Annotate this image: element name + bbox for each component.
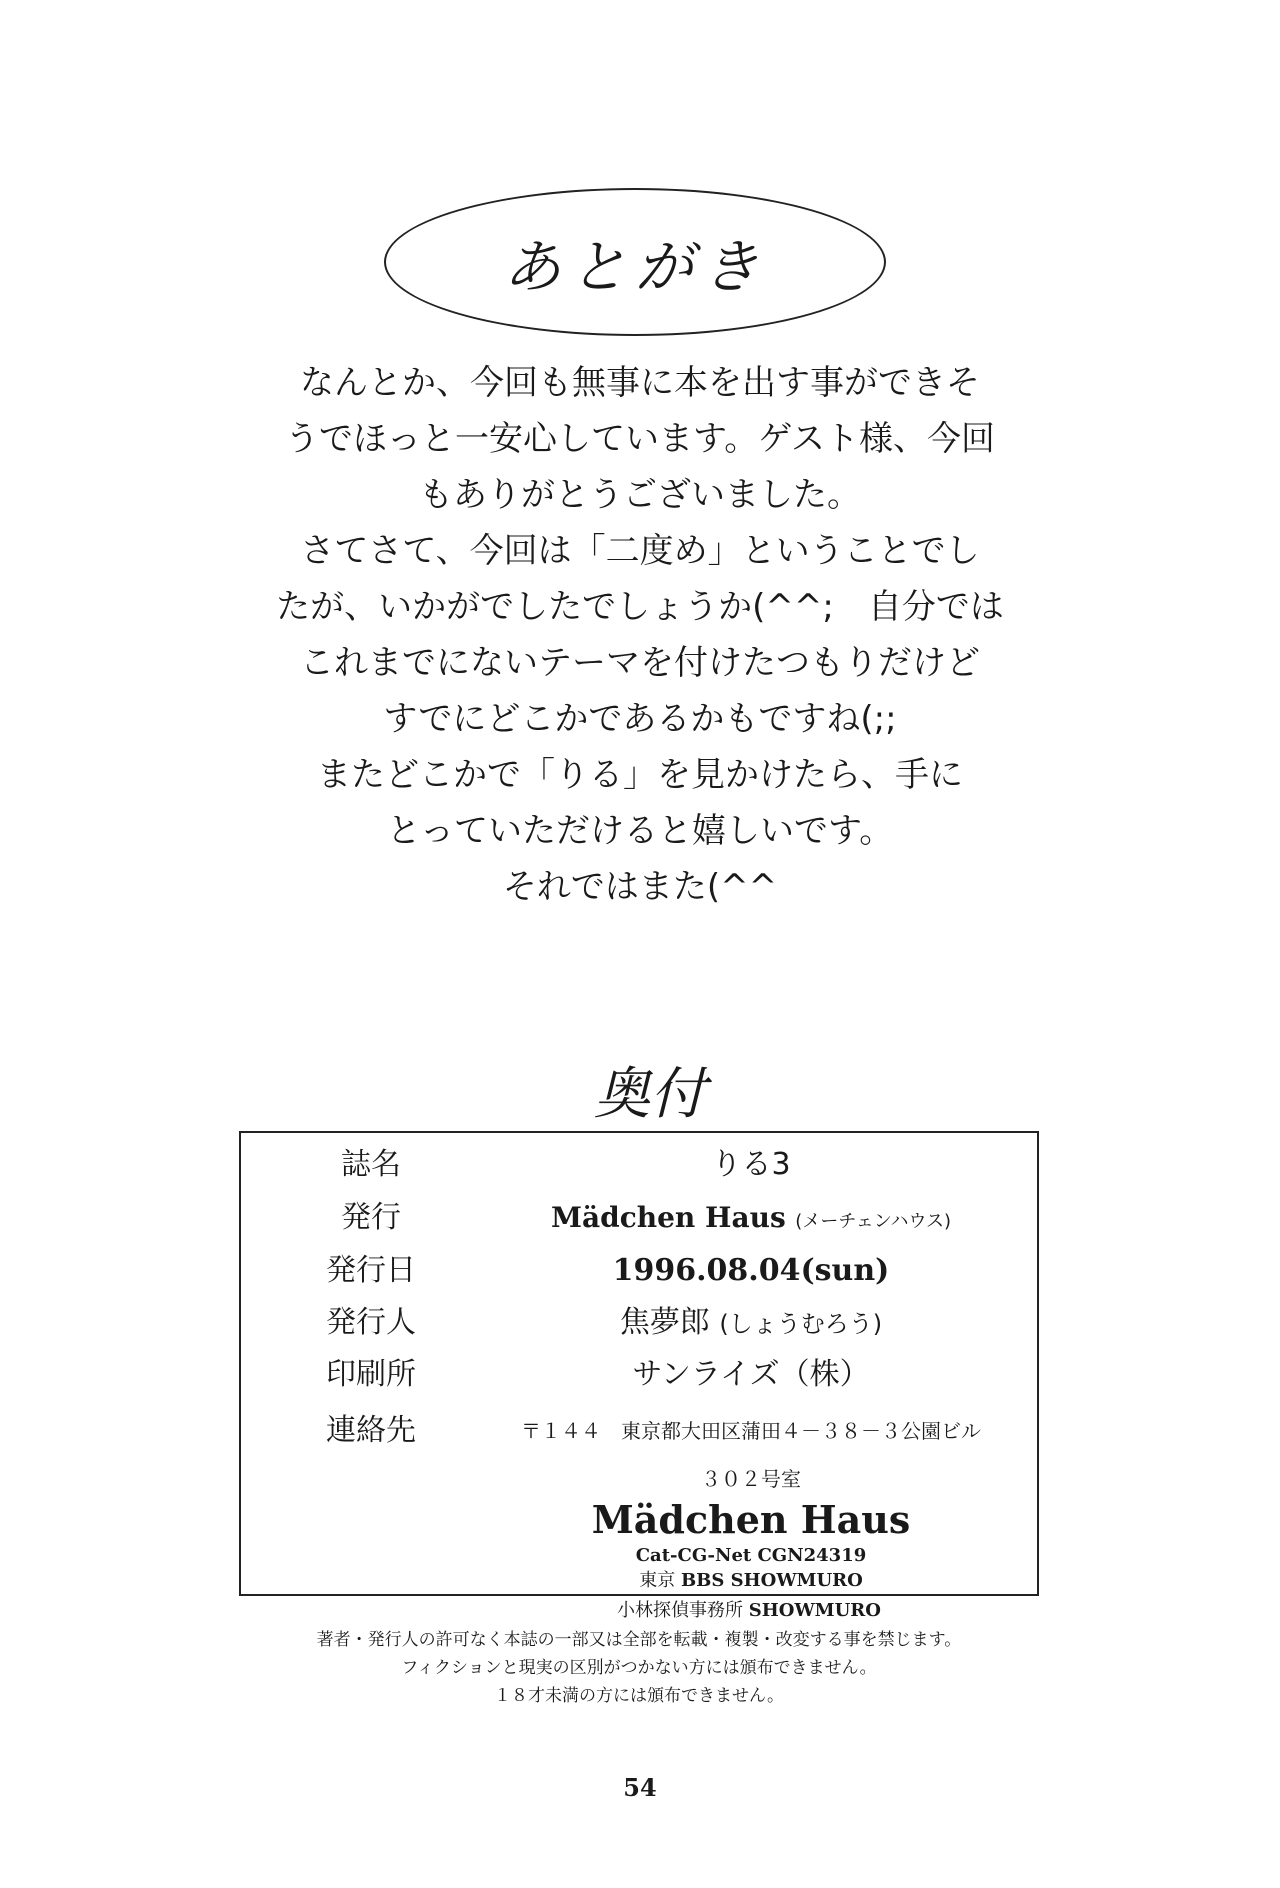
afterword-line: またどこかで「りる」を見かけたら、手に [317,755,963,795]
colophon-row-contact [241,1409,1037,1453]
colophon-row-publisher [241,1196,1037,1240]
afterword-line: さてさて、今回は「二度め」ということでし [300,531,980,571]
publisher-label: 発行 [341,1200,401,1235]
contact-bbs: BBS SHOWMURO [680,1570,863,1591]
issuer-reading: (しょうむろう) [719,1310,883,1338]
issuer-label: 発行人 [326,1305,416,1340]
printer-label: 印刷所 [326,1357,416,1392]
publisher-reading: (メーチェンハウス) [795,1211,952,1232]
colophon-row-printer [241,1353,1037,1397]
date-value: 1996.08.04(sun) [612,1253,890,1288]
colophon-row-issuer [241,1301,1037,1345]
date-label: 発行日 [326,1253,416,1288]
issuer-value-wrap [481,1301,1021,1346]
printer-value: サンライズ（株） [632,1357,870,1392]
afterword-line: もありがとうございました。 [419,475,861,515]
afterword-title: あとがき [502,233,767,301]
contact-bbs-line [481,1569,1021,1593]
colophon-title: 奥付 [594,1062,706,1127]
notice-line: １８才未満の方には頒布できません。 [493,1686,785,1706]
contact-room: ３０２号室 [701,1467,801,1491]
colophon-box [239,1131,1039,1596]
contact-label: 連絡先 [326,1413,416,1448]
contact-group: Mädchen Haus [591,1497,911,1542]
afterword-line: なんとか、今回も無事に本を出す事ができそ [300,363,980,403]
notice-line: フィクションと現実の区別がつかない方には頒布できません。 [401,1658,877,1678]
afterword-line: それではまた(^^ [502,867,778,907]
contact-office: SHOWMURO [748,1600,881,1621]
afterword-line: とっていただけると嬉しいです。 [386,811,894,851]
contact-office-prefix: 小林探偵事務所 [617,1600,744,1621]
publisher-value-wrap [481,1196,1021,1244]
notices [239,1626,1039,1710]
contact-office-line [479,1599,1019,1623]
colophon-row-date [241,1249,1037,1293]
afterword-line: うでほっと一安心しています。ゲスト様、今回 [285,419,995,459]
notice-line: 著者・発行人の許可なく本誌の一部又は全部を転載・複製・改変する事を禁じます。 [316,1630,962,1650]
afterword-line: すでにどこかであるかもですね(;; [383,699,897,739]
page-number: 54 [623,1773,657,1802]
colophon-row-title [241,1143,1037,1187]
afterword-line: たが、いかがでしたでしょうか(^^; 自分では [276,587,1004,627]
contact-address: 〒１４４ 東京都大田区蒲田４－３８－３公園ビル [521,1419,981,1443]
issuer-value: 焦夢郎 [619,1305,710,1340]
afterword-line: これまでにないテーマを付けたつもりだけど [300,643,980,683]
publisher-value: Mädchen Haus [550,1201,786,1234]
title-label: 誌名 [341,1147,401,1182]
title-value: りる3 [711,1147,791,1182]
contact-net: Cat-CG-Net CGN24319 [635,1545,867,1566]
afterword-body [250,355,1030,915]
contact-bbs-prefix: 東京 [639,1570,676,1591]
